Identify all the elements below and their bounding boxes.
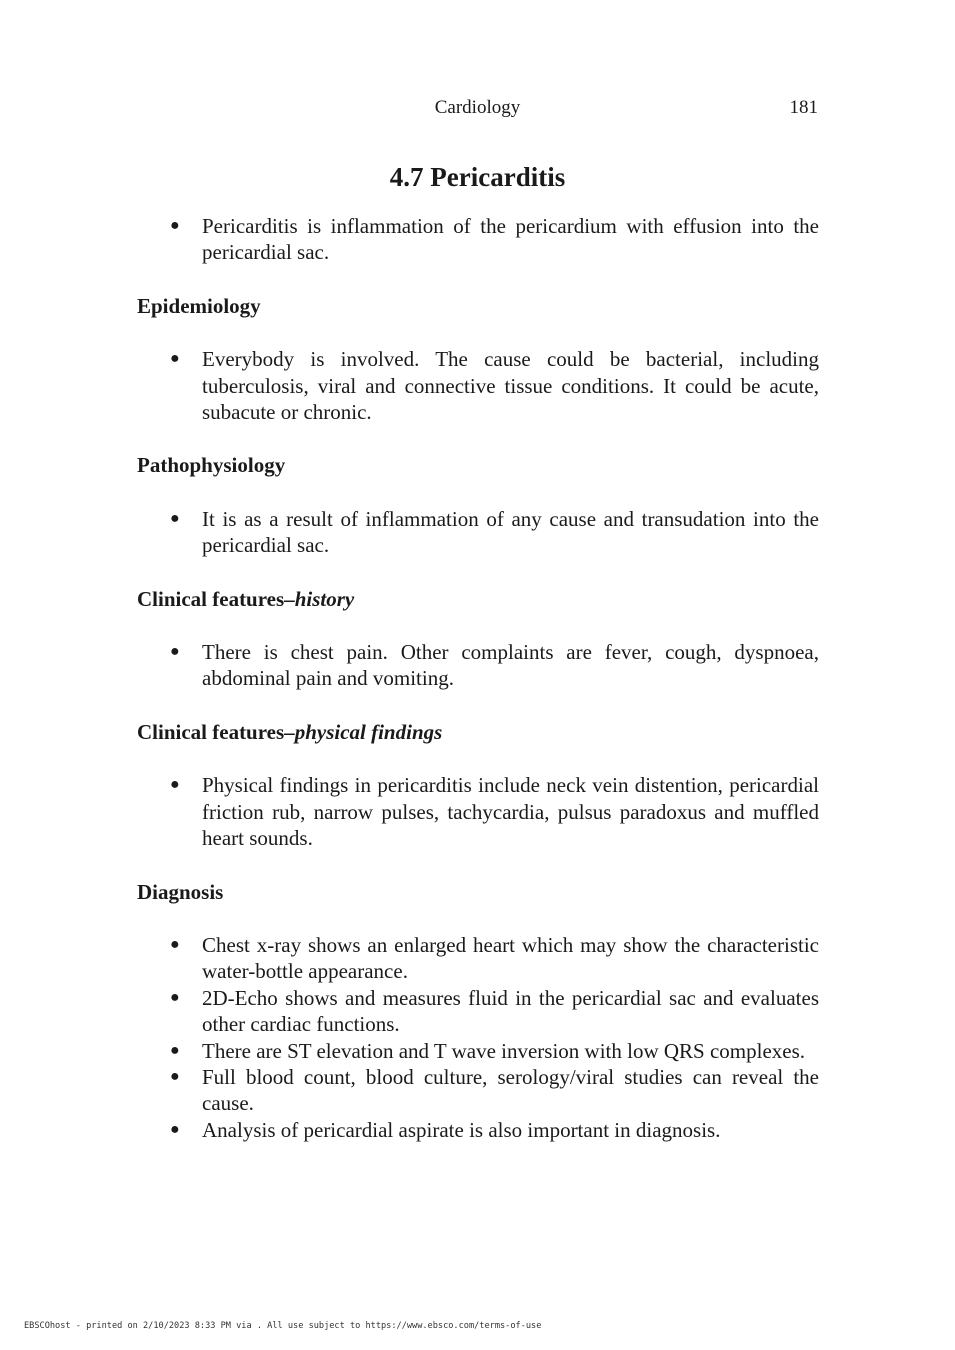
list-item-text: Physical findings in pericarditis include neck vein distention, pericardial friction rub, narrow pulses, tachycardia, pulsus paradoxus and muffled heart sounds. [202, 773, 819, 851]
list-item [137, 639, 819, 692]
list-item [137, 506, 819, 559]
bullet-icon: ● [170, 988, 180, 1006]
clinical-history-list [137, 639, 819, 692]
heading-clinical-physical: Clinical features–physical findings [137, 719, 443, 744]
list-item [137, 985, 819, 1038]
bullet-icon: ● [170, 350, 180, 368]
page-number: 181 [789, 97, 818, 118]
epidemiology-list [137, 346, 819, 425]
bullet-icon: ● [170, 643, 180, 661]
bullet-icon: ● [170, 1067, 180, 1085]
bullet-icon: ● [170, 1041, 180, 1059]
intro-list [137, 213, 819, 266]
list-item [137, 1117, 819, 1143]
diagnosis-list [137, 932, 819, 1143]
heading-epidemiology: Epidemiology [137, 293, 261, 318]
heading-clinical-history: Clinical features–history [137, 586, 355, 611]
list-item [137, 1038, 819, 1064]
page-body [137, 213, 819, 1143]
clinical-physical-list [137, 772, 819, 851]
list-item-text: 2D-Echo shows and measures fluid in the pericardial sac and evaluates other cardiac functions. [202, 985, 819, 1037]
heading-pathophysiology: Pathophysiology [137, 453, 286, 478]
list-item-text: Pericarditis is inflammation of the pericardium with effusion into the pericardial sac. [202, 214, 819, 265]
list-item [137, 1064, 819, 1117]
heading-diagnosis: Diagnosis [137, 879, 224, 904]
chapter-title: Cardiology [434, 97, 521, 118]
pathophysiology-list [137, 506, 819, 559]
list-item-text: There is chest pain. Other complaints are fever, cough, dyspnoea, abdominal pain and vomiting. [202, 640, 819, 691]
list-item-text: Full blood count, blood culture, serology/viral studies can reveal the cause. [202, 1064, 819, 1116]
list-item [137, 932, 819, 985]
bullet-icon: ● [170, 509, 180, 527]
bullet-icon: ● [170, 1120, 180, 1138]
bullet-icon: ● [170, 776, 180, 794]
list-item [137, 213, 819, 266]
list-item [137, 772, 819, 851]
list-item [137, 346, 819, 425]
list-item-text: Chest x-ray shows an enlarged heart which may show the characteristic water-bottle appearance. [202, 932, 819, 984]
bullet-icon: ● [170, 217, 180, 234]
list-item-text: Everybody is involved. The cause could be bacterial, including tuberculosis, viral and connective tissue conditions. It could be acute, subacute or chronic. [202, 347, 819, 425]
bullet-icon: ● [170, 935, 180, 953]
list-item-text: There are ST elevation and T wave inversion with low QRS complexes. [202, 1038, 806, 1063]
list-item-text: It is as a result of inflammation of any cause and transudation into the pericardial sac. [202, 506, 819, 558]
list-item-text: Analysis of pericardial aspirate is also important in diagnosis. [202, 1117, 721, 1142]
section-title: 4.7 Pericarditis [389, 162, 566, 192]
ebsco-footer: EBSCOhost - printed on 2/10/2023 8:33 PM via . All use subject to https://www.ebsco.com/terms-of-use [24, 1321, 542, 1331]
